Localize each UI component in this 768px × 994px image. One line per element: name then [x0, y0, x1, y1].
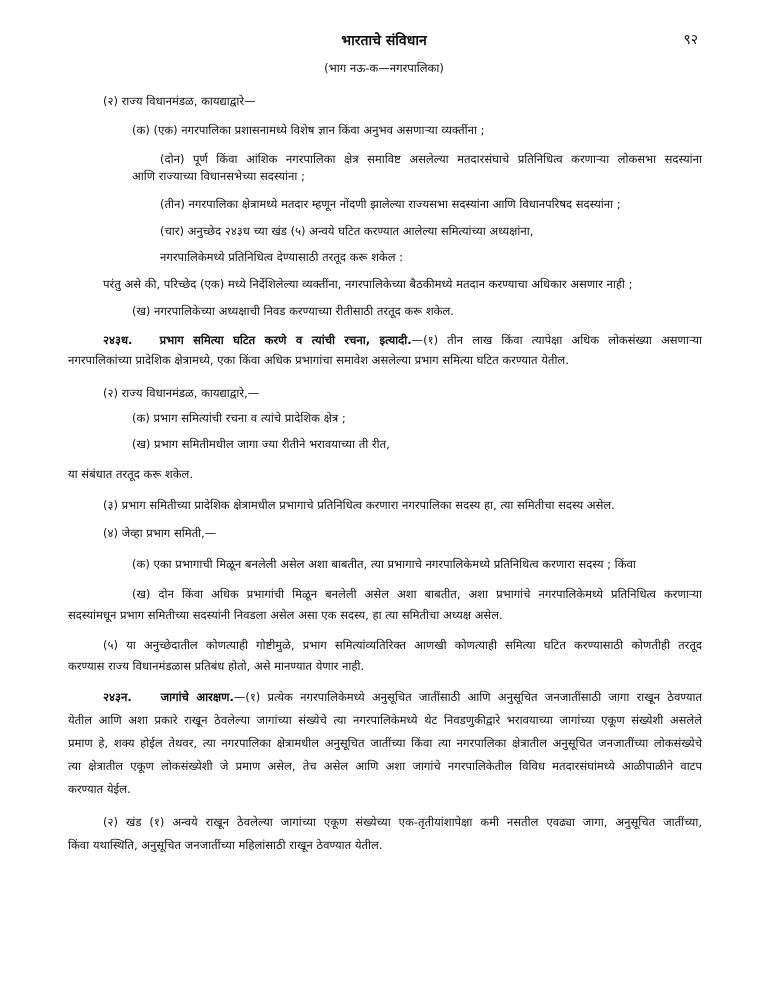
section-243dh-lead-line1: —(१) तीन लाख किंवा त्यापेक्षा अधिक लोकसंख्या असणाऱ्या [411, 333, 703, 347]
section-243n-clause-1-line2: येतील आणि अशा प्रकारे राखून ठेवलेल्या जागांच्या संख्येचे त्या नगरपालिकेमध्ये थेट निवडणुकीद्वारे भरावयाच्या जागांच्या एकूण संख्येशी असलेले [68, 713, 702, 727]
clause-2a-three: (तीन) नगरपालिका क्षेत्रामध्ये मतदार म्हणून नोंदणी झालेल्या राज्यसभा सदस्यांना आणि विधानपरिषद सदस्यांना ; [160, 197, 621, 211]
section-243dh-clause-3: (३) प्रभाग समितीच्या प्रादेशिक क्षेत्रामधील प्रभागाचे प्रतिनिधित्व करणारा नगरपालिका सदस्य हा, त्या समितीचा सदस्य असेल. [103, 498, 615, 512]
section-243dh-number: २४३ध. [103, 333, 133, 347]
clause-2a-one: (क) (एक) नगरपालिका प्रशासनामध्ये विशेष ज्ञान किंवा अनुभव असणाऱ्या व्यक्तींना ; [132, 123, 485, 137]
section-243n-lead [103, 689, 702, 705]
section-243n-clause-2-line2: किंवा यथास्थिति, अनुसूचित जनजातींच्या महिलांसाठी राखून ठेवण्यात येतील. [68, 838, 383, 852]
page-title: भारताचे संविधान [341, 33, 427, 49]
section-243dh-clause-2a: (क) प्रभाग समित्यांची रचना व त्यांचे प्रादेशिक क्षेत्र ; [132, 411, 346, 425]
page-number: ९२ [683, 32, 698, 48]
clause-2-intro: (२) राज्य विधानमंडळ, कायद्याद्वारे— [103, 94, 256, 108]
section-243dh-heading: प्रभाग समित्या घटित करणे व त्यांची रचना, इत्यादी. [159, 333, 412, 347]
section-243n-heading: जागांचे आरक्षण. [160, 690, 234, 704]
section-243dh-clause-4b-line2: सदस्यांमधून प्रभाग समितीच्या सदस्यांनी निवडला असेल असा एक सदस्य, हा त्या समितीचा अध्यक्ष असेल. [68, 608, 503, 622]
section-243dh-clause-2-tail: या संबंधात तरतूद करू शकेल. [68, 467, 194, 481]
clause-2a-tail: नगरपालिकेमध्ये प्रतिनिधित्व देण्यासाठी तरतूद करू शकेल : [160, 250, 404, 264]
section-243dh-lead-line2: नगरपालिकांच्या प्रादेशिक क्षेत्रामध्ये, एका किंवा अधिक प्रभागांचा समावेश असलेल्या प्रभाग समित्या घटित करण्यात येतील. [68, 353, 569, 367]
clause-2b: (ख) नगरपालिकेच्या अध्यक्षाची निवड करण्याच्या रीतीसाठी तरतूद करू शकेल. [132, 304, 454, 318]
section-243n-clause-2-line1: (२) खंड (१) अन्वये राखून ठेवलेल्या जागांच्या एकूण संख्येच्या एक-तृतीयांशापेक्षा कमी नसतील एवढ्या जागा, अनुसूचित जातींच्या, [103, 815, 702, 829]
section-243n-number: २४३न. [103, 690, 132, 704]
section-243dh-clause-4-intro: (४) जेव्हा प्रभाग समिती,— [103, 526, 217, 540]
section-243dh-clause-5-line1: (५) या अनुच्छेदातील कोणत्याही गोष्टीमुळे, प्रभाग समित्यांव्यतिरिक्त आणखी कोणत्याही समित्या घटित करण्यासाठी कोणतीही तरतूद [103, 638, 702, 652]
section-243dh-clause-4b-line1: (ख) दोन किंवा अधिक प्रभागांची मिळून बनलेली असेल अशा बाबतीत, अशा प्रभागांचे नगरपालिकेमध्ये प्रतिनिधित्व करणाऱ्या [132, 587, 702, 601]
section-243n-clause-1-line4: त्या क्षेत्रातील एकूण लोकसंख्येशी जे प्रमाण असेल, तेच असेल आणि अशा जागांचे नगरपालिकेतील विविध मतदारसंघांमध्ये आळीपाळीने वाटप [68, 759, 702, 773]
part-subtitle: (भाग नऊ-क—नगरपालिका) [324, 61, 444, 75]
section-243n-clause-1-line5: करण्यात येईल. [68, 782, 131, 796]
section-243dh-clause-4a: (क) एका प्रभागाची मिळून बनलेली असेल अशा बाबतीत, त्या प्रभागाचे नगरपालिकेमध्ये प्रतिनिधित्व करणारा सदस्य ; किंवा [132, 557, 636, 571]
clause-2a-four: (चार) अनुच्छेद २४३ध च्या खंड (५) अन्वये घटित करण्यात आलेल्या समित्यांच्या अध्यक्षांना, [160, 224, 534, 238]
section-243dh-clause-2b: (ख) प्रभाग समितीमधील जागा ज्या रीतीने भरावयाच्या ती रीत, [132, 437, 390, 451]
section-243n-clause-1-line1: —(१) प्रत्येक नगरपालिकेमध्ये अनुसूचित जातींसाठी आणि अनुसूचित जनजातींसाठी जागा राखून ठेवण्यात [233, 690, 703, 704]
section-243dh-clause-2-intro: (२) राज्य विधानमंडळ, कायद्याद्वारे,— [103, 386, 260, 400]
section-243dh-clause-5-line2: करण्यास राज्य विधानमंडळास प्रतिबंध होतो, असे मानण्यात येणार नाही. [68, 659, 365, 673]
clause-2a-two-line1: (दोन) पूर्ण किंवा आंशिक नगरपालिका क्षेत्र समाविष्ट असलेल्या मतदारसंघाचे प्रतिनिधित्व करणाऱ्या लोकसभा सदस्यांना [160, 152, 702, 166]
proviso: परंतु असे की, परिच्छेद (एक) मध्ये निर्देशिलेल्या व्यक्तींना, नगरपालिकेच्या बैठकीमध्ये मतदान करण्याचा अधिकार असणार नाही ; [103, 277, 633, 291]
section-243n-clause-1-line3: प्रमाण हे, शक्य होईल तेथवर, त्या नगरपालिका क्षेत्रामधील अनुसूचित जातींच्या किंवा त्या नगरपालिका क्षेत्रातील अनुसूचित जनजातींच्या लोकसंख्येचे [68, 736, 702, 750]
clause-2a-two-line2: आणि राज्याच्या विधानसभेच्या सदस्यांना ; [132, 169, 305, 183]
section-243dh-lead [103, 332, 702, 348]
